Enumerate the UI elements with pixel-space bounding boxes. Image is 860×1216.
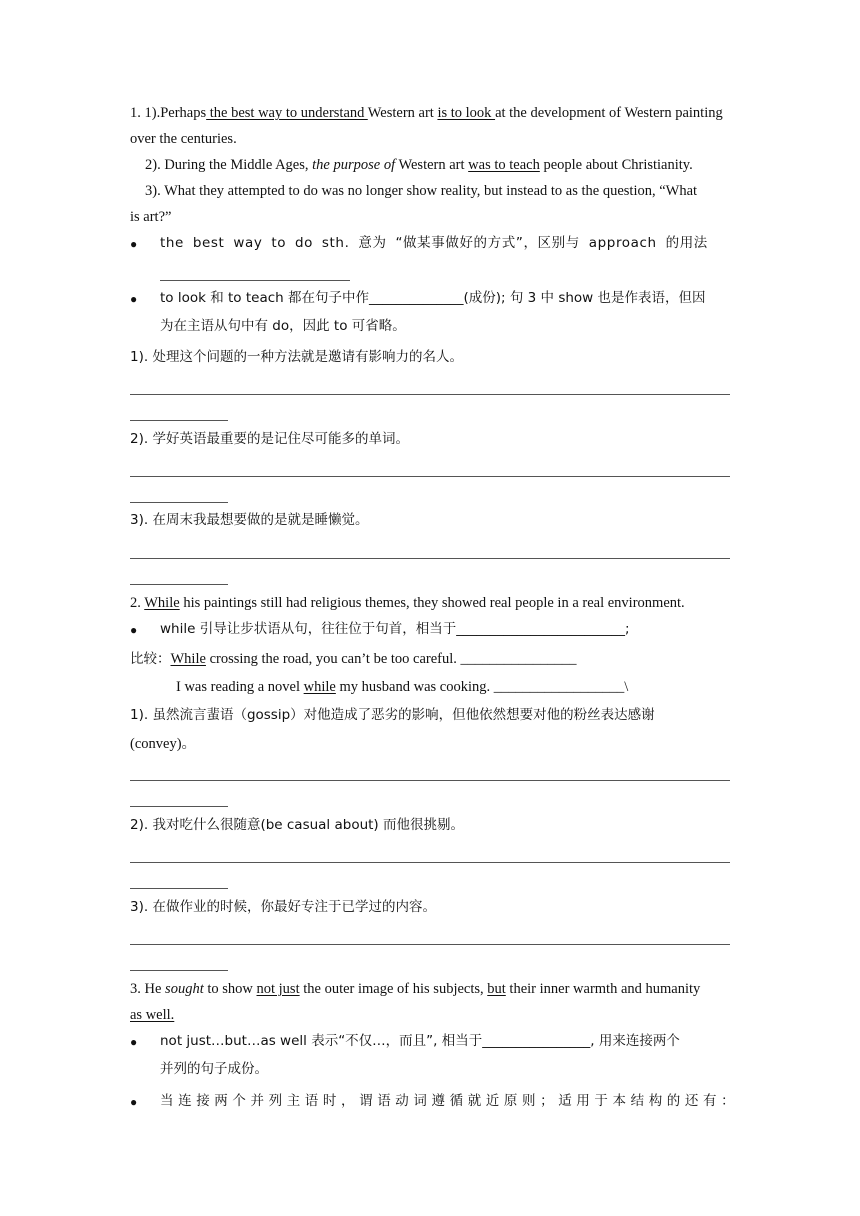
s3-bullet-2: 当连接两个并列主语时，谓语动词遵循就近原则；适用于本结构的还有：: [160, 1093, 740, 1109]
s1-bullet-1: the best way to do sth. 意为 “做某事做好的方式”，区别与 approach 的用法: [160, 235, 708, 251]
fill-blank[interactable]: ________________: [460, 651, 577, 667]
s3-line-1: 3. He sought to show not just the outer image of his subjects, but their inner warmth and humanity: [130, 981, 701, 997]
s2-question-1: 1). 虽然流言蜚语（gossip）对他造成了恶劣的影响，但他依然想要对他的粉丝表达感谢: [130, 707, 655, 723]
s1-line-3: 2). During the Middle Ages, the purpose of Western art was to teach people about Christianity.: [145, 157, 693, 173]
answer-line[interactable]: [130, 944, 730, 945]
bullet-icon: ●: [130, 292, 138, 306]
s1-bullet-2: to look 和 to teach 都在句子中作______________(成份); 句 3 中 show 也是作表语，但因: [160, 290, 706, 306]
bullet-icon: ●: [130, 1095, 138, 1109]
s1-question-3: 3). 在周末我最想要做的是就是睡懒觉。: [130, 512, 369, 528]
answer-line: [160, 280, 350, 281]
s2-compare-2: I was reading a novel while my husband was cooking. __________________\: [176, 679, 629, 695]
bullet-icon: ●: [130, 623, 138, 637]
bullet-icon: ●: [130, 1035, 138, 1049]
fill-blank[interactable]: __________________: [493, 679, 625, 695]
s3-line-2: as well.: [130, 1007, 175, 1023]
s3-bullet-1: not just…but…as well 表示“不仅…，而且”, 相当于________________, 用来连接两个: [160, 1033, 680, 1049]
answer-line[interactable]: [130, 502, 228, 503]
s2-question-1-cont: (convey)。: [130, 736, 197, 752]
answer-line[interactable]: [130, 806, 228, 807]
bullet-icon: ●: [130, 237, 138, 251]
s2-question-3: 3). 在做作业的时候，你最好专注于已学过的内容。: [130, 899, 436, 915]
s1-line-2: over the centuries.: [130, 131, 237, 147]
answer-line[interactable]: [130, 394, 730, 395]
fill-blank[interactable]: _________________________: [456, 621, 625, 637]
answer-line[interactable]: [130, 584, 228, 585]
answer-line[interactable]: [130, 476, 730, 477]
answer-line[interactable]: [130, 558, 730, 559]
s2-compare-1: 比较：While crossing the road, you can’t be too careful. ________________: [130, 651, 577, 667]
s1-line-1: 1. 1).Perhaps the best way to understand Western art is to look at the development of Western painting: [130, 105, 723, 121]
fill-blank[interactable]: ________________: [482, 1033, 591, 1049]
s2-line-1: 2. While his paintings still had religious themes, they showed real people in a real environment.: [130, 595, 685, 611]
answer-line[interactable]: [130, 862, 730, 863]
s1-question-2: 2). 学好英语最重要的是记住尽可能多的单词。: [130, 431, 409, 447]
s3-bullet-1-cont: 并列的句子成份。: [160, 1061, 268, 1077]
answer-line[interactable]: [130, 420, 228, 421]
answer-line[interactable]: [130, 888, 228, 889]
answer-line[interactable]: [130, 970, 228, 971]
s1-bullet-2-cont: 为在主语从句中有 do，因此 to 可省略。: [160, 318, 406, 334]
s1-line-4: 3). What they attempted to do was no longer show reality, but instead to as the question, “What: [145, 183, 698, 199]
fill-blank[interactable]: ______________: [369, 290, 464, 306]
s1-line-5: is art?”: [130, 209, 172, 225]
s1-question-1: 1). 处理这个问题的一种方法就是邀请有影响力的名人。: [130, 349, 463, 365]
s2-question-2: 2). 我对吃什么很随意(be casual about) 而他很挑剔。: [130, 817, 464, 833]
answer-line[interactable]: [130, 780, 730, 781]
s2-bullet-1: while 引导让步状语从句，往往位于句首，相当于_________________________;: [160, 621, 630, 637]
